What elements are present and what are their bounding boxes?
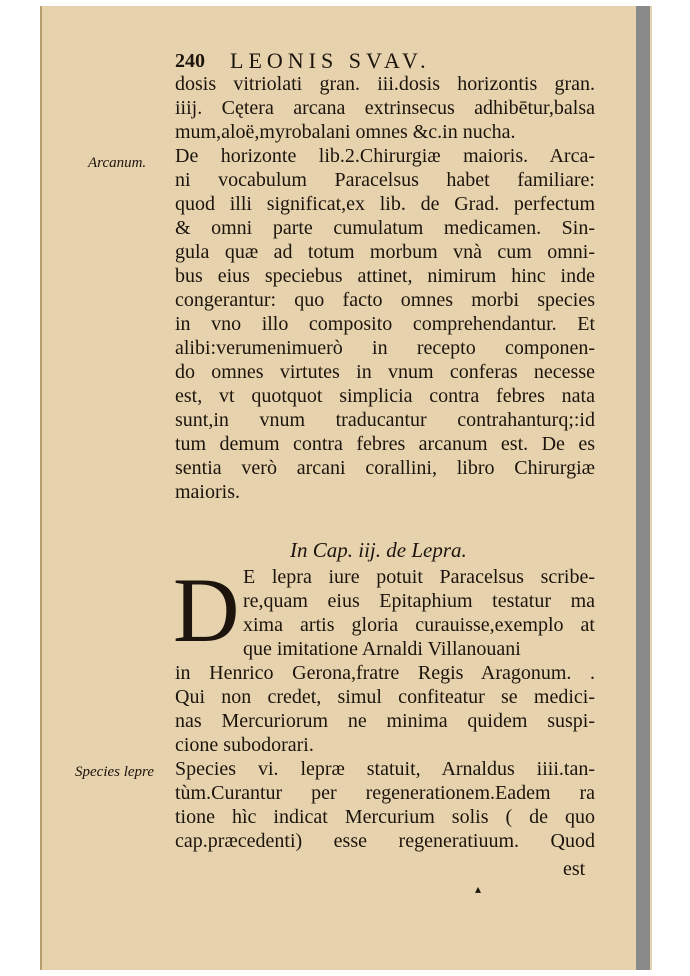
text-line: Species vi. lepræ statuit, Arnaldus iiii.tan- [175, 758, 595, 780]
text-line: in vno illo composito comprehendantur. Et [175, 313, 595, 335]
text-line: De horizonte lib.2.Chirurgiæ maioris. Arca- [175, 145, 595, 167]
text-line: sentia verò arcani corallini, libro Chirurgiæ [175, 457, 595, 479]
text-line: in Henrico Gerona,fratre Regis Aragonum. . [175, 662, 595, 684]
text-line: quod illi significat,ex lib. de Grad. perfectum [175, 193, 595, 215]
section-heading: In Cap. iij. de Lepra. [290, 538, 467, 562]
text-line: tum demum contra febres arcanum est. De es [175, 433, 595, 455]
text-line: cione subodorari. [175, 734, 314, 756]
text-line: alibi:verumenimuerò in recepto componen- [175, 337, 595, 359]
text-line: re,quam eius Epitaphium testatur ma [243, 590, 595, 612]
page-number: 240 [175, 50, 205, 72]
text-line: do omnes virtutes in vnum conferas necesse [175, 361, 595, 383]
section-text [173, 559, 595, 853]
text-line: xima artis gloria curauisse,exemplo at [243, 614, 595, 636]
text-line: que imitatione Arnaldi Villanouani [243, 638, 521, 660]
body-text [175, 72, 595, 504]
printer-mark: ▴ [475, 882, 482, 896]
text-line: dosis vitriolati gran. iii.dosis horizontis gran. [175, 73, 595, 95]
text-line: nas Mercuriorum ne minima quidem suspi- [175, 710, 595, 732]
text-line: & omni parte cumulatum medicamen. Sin- [175, 217, 595, 239]
text-line: E lepra iure potuit Paracelsus scribe- [243, 566, 595, 588]
text-line: gula quæ ad totum morbum vnà cum omni- [175, 241, 595, 263]
running-head: LEONIS SVAV. [230, 48, 431, 73]
text-line: maioris. [175, 481, 240, 503]
text-line: Qui non credet, simul confiteatur se medici- [175, 686, 595, 708]
text-line: tùm.Curantur per regenerationem.Eadem ra [175, 782, 595, 804]
text-line: iiij. Cętera arcana extrinsecus adhibētur,balsa [175, 97, 595, 119]
text-line: mum,aloë,myrobalani omnes &c.in nucha. [175, 121, 516, 143]
text-line: cap.præcedenti) esse regeneratiuum. Quod [175, 830, 595, 852]
margin-note-species-lepre: Species lepre [75, 764, 154, 780]
drop-cap-initial: D [173, 559, 240, 661]
catchword: est [563, 858, 586, 880]
text-line: congerantur: quo facto omnes morbi species [175, 289, 595, 311]
margin-note-arcanum: Arcanum. [88, 155, 147, 171]
page-edge [636, 6, 650, 970]
text-line: tione hìc indicat Mercurium solis ( de quo [175, 806, 595, 828]
text-line: bus eius speciebus attinet, nimirum hinc inde [175, 265, 595, 287]
text-line: sunt,in vnum traducantur contrahanturq;:id [175, 409, 595, 431]
text-line: est, vt quotquot simplicia contra febres nata [175, 385, 595, 407]
text-line: ni vocabulum Paracelsus habet familiare: [175, 169, 595, 191]
